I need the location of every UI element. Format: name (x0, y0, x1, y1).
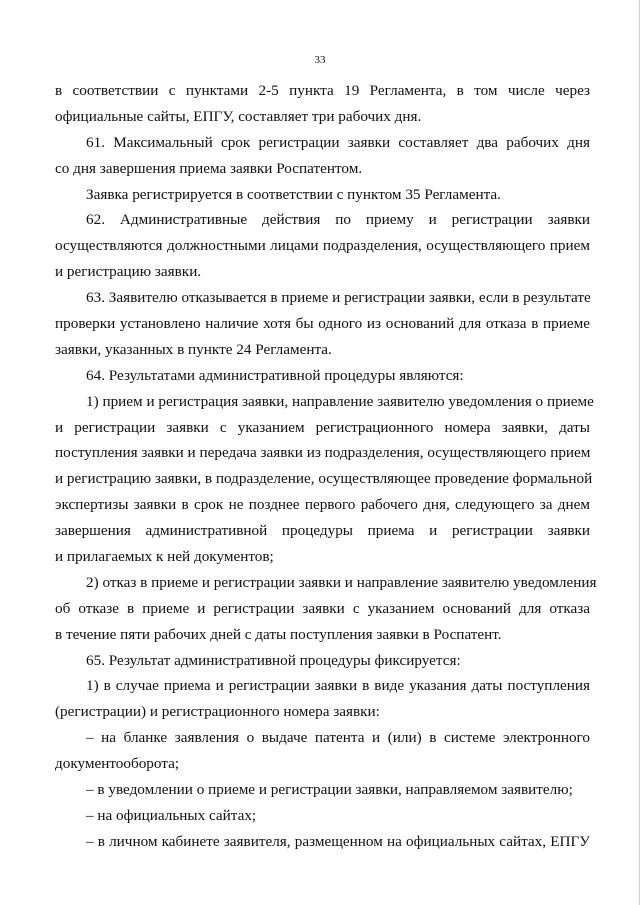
text-line: и регистрации заявки с указанием регистрационного номера заявки, даты (55, 418, 590, 436)
text-line: 63. Заявителю отказывается в приеме и регистрации заявки, если в результате (86, 289, 591, 307)
text-line: заявки, указанных в пункте 24 Регламента. (55, 340, 332, 358)
text-line: 1) прием и регистрация заявки, направление заявителю уведомления о приеме (86, 392, 594, 410)
text-line: – на официальных сайтах; (86, 806, 257, 824)
text-line: (регистрации) и регистрационного номера заявки: (55, 703, 380, 721)
document-body (55, 78, 597, 855)
page-number: 33 (314, 54, 326, 66)
text-line: документооборота; (55, 755, 180, 773)
text-line: 62. Административные действия по приему и регистрации заявки (86, 211, 590, 229)
text-line: 2) отказ в приеме и регистрации заявки и направление заявителю уведомления (86, 573, 597, 591)
text-line: Заявка регистрируется в соответствии с пунктом 35 Регламента. (86, 185, 501, 203)
text-line: и прилагаемых к ней документов; (55, 548, 274, 566)
text-line: об отказе в приеме и регистрации заявки с указанием оснований для отказа (55, 599, 590, 617)
text-line: 1) в случае приема и регистрации заявки в виде указания даты поступления (86, 677, 590, 695)
text-line: и регистрацию заявки. (55, 263, 202, 281)
text-line: 61. Максимальный срок регистрации заявки составляет два рабочих дня (86, 133, 590, 151)
text-line: официальные сайты, ЕПГУ, составляет три рабочих дня. (55, 107, 422, 125)
text-line: завершения административной процедуры приема и регистрации заявки (55, 522, 590, 540)
text-line: 65. Результат административной процедуры фиксируется: (86, 651, 461, 669)
text-line: осуществляются должностными лицами подразделения, осуществляющего прием (55, 237, 590, 255)
text-line: – в личном кабинете заявителя, размещенном на официальных сайтах, ЕПГУ (86, 832, 590, 850)
text-line: со дня завершения приема заявки Роспатентом. (55, 159, 363, 177)
text-line: – на бланке заявления о выдаче патента и (или) в системе электронного (86, 729, 590, 747)
text-line: поступления заявки и передача заявки из подразделения, осуществляющего прием (55, 444, 591, 462)
text-line: проверки установлено наличие хотя бы одного из оснований для отказа в приеме (55, 315, 590, 333)
text-line: и регистрацию заявки, в подразделение, осуществляющее проведение формальной (55, 470, 593, 488)
text-line: экспертизы заявки в срок не позднее первого рабочего дня, следующего за днем (55, 496, 590, 514)
text-line: – в уведомлении о приеме и регистрации заявки, направляемом заявителю; (86, 781, 573, 799)
text-line: 64. Результатами административной процедуры являются: (86, 366, 464, 384)
text-line: в течение пяти рабочих дней с даты поступления заявки в Роспатент. (55, 625, 502, 643)
text-line: в соответствии с пунктами 2-5 пункта 19 Регламента, в том числе через (55, 82, 590, 99)
